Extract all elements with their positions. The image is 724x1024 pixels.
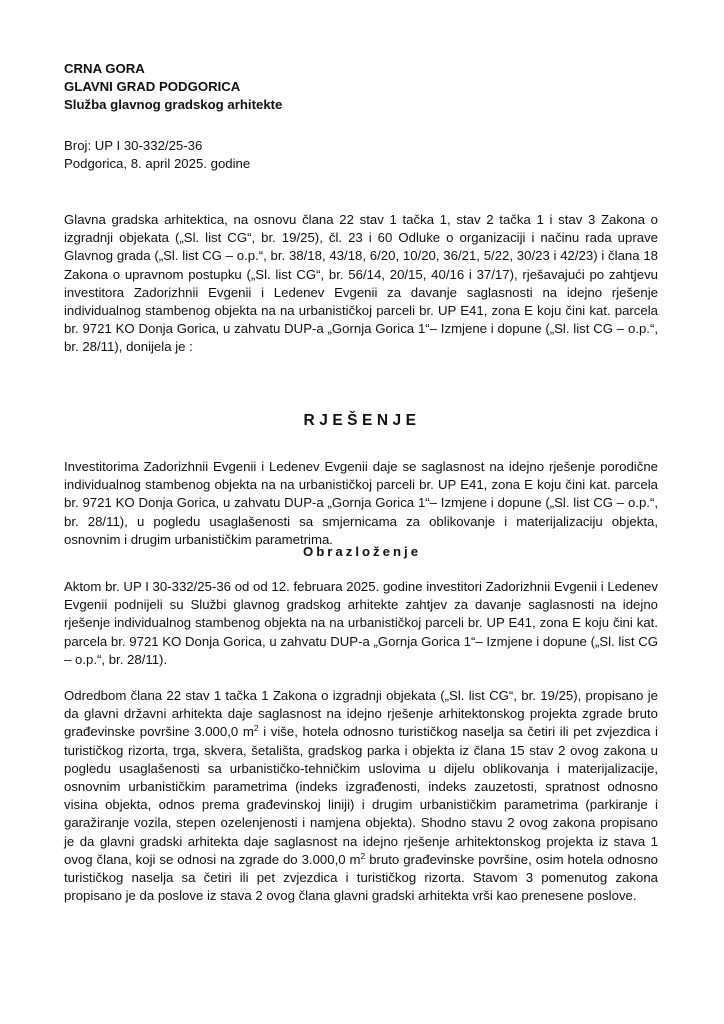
superscript-area-unit: 2 [253, 723, 259, 734]
header-office: Služba glavnog gradskog arhitekte [64, 97, 283, 112]
decision-paragraph: Investitorima Zadorizhnii Evgenii i Ledenev Evgenii daje se saglasnost na idejno rješenje porodične individualnog stambenog objekta na na urbanističkoj parceli br. UP E41, zona E koju čini kat. parcela br. 9721 KO Donja Gorica, u zahvatu DUP-a „Gornja Gorica 1“– Izmjene i dopune („Sl. list CG – o.p.“, br. 28/11), u pogledu usaglašenosti sa smjernicama za oblikovanje i materijalizaciju objekta, osnovnim i drugim urbanističkim parametrima. [64, 459, 658, 547]
reasoning-title: Obrazloženje [302, 544, 422, 559]
header-city: GLAVNI GRAD PODGORICA [64, 79, 241, 94]
header-country: CRNA GORA [64, 61, 145, 76]
superscript-area-unit: 2 [360, 850, 366, 861]
reasoning-text-c: bruto građevinske površine, osim hotela odnosno turističkog naselja sa četiri ili pet zvjezdica i turističkog rizorta. Stavom 3 pomenutog zakona propisano je da poslove iz stava 2 ovog člana glavni gradski arhitekta vrši kao prenesene poslove. [64, 851, 658, 904]
document-place-date: Podgorica, 8. april 2025. godine [64, 156, 251, 171]
reasoning-text-b: i više, hotela odnosno turističkog naselja sa četiri ili pet zvjezdica i turističkog rizorta, trga, skvera, šetališta, gradskog parka i objekta iz člana 15 stav 2 ovog zakona u pogledu usaglašenosti sa urbanističko-tehničkim uslovima u dijelu oblikovanja i materijalizacije, osnovnim urbanističkim parametrima (indeks izgrađenosti, indeks zauzetosti, spratnost odnosno visina objekta, odnos prema građevinskoj liniji) i drugim urbanističkim parametrima (parkiranje i garažiranje vozila, stepen ozelenjenosti i namjena objekta). Shodno stavu 2 ovog zakona propisano je da glavni gradski arhitekta daje saglasnost na idejno rješenje arhitektonskog projekta iz stava 1 ovog člana, koji se odnosi na zgrade do 3.000,0 m [64, 724, 658, 867]
reasoning-text-a: Odredbom člana 22 stav 1 tačka 1 Zakona o izgradnji objekata („Sl. list CG“, br. 19/25), propisano je da glavni državni arhitekta daje saglasnost na idejno rješenje arhitektonskog projekta zgrade bruto građevinske površine 3.000,0 m [64, 688, 658, 740]
document-header [64, 60, 282, 114]
document-meta [64, 137, 250, 173]
reasoning-paragraph-2 [64, 687, 658, 905]
reasoning-paragraph-1: Aktom br. UP I 30-332/25-36 od od 12. februara 2025. godine investitori Zadorizhnii Evgenii i Ledenev Evgenii podnijeli su Službi glavnog gradskog arhitekte zahtjev za davanje saglasnosti na idejno rješenje individualnog stambenog objekta na na urbanističkoj parceli br. UP E41, zona E koju čini kat. parcela br. 9721 KO Donja Gorica, u zahvatu DUP-a „Gornja Gorica 1“– Izmjene i dopune („Sl. list CG – o.p.“, br. 28/11). [64, 579, 658, 667]
intro-paragraph: Glavna gradska arhitektica, na osnovu člana 22 stav 1 tačka 1, stav 2 tačka 1 i stav 3 Zakona o izgradnji objekata („Sl. list CG“, br. 19/25), čl. 23 i 60 Odluke o organizaciji i načinu rada uprave Glavnog grada („Sl. list CG – o.p.“, br. 38/18, 43/18, 6/20, 10/20, 36/21, 5/22, 30/23 i 42/23) i člana 18 Zakona o upravnom postupku („Sl. list CG“, br. 56/14, 20/15, 40/16 i 37/17), rješavajući po zahtjevu investitora Zadorizhnii Evgenii i Ledenev Evgenii za davanje saglasnosti na idejno rješenje individualnog stambenog objekta na na urbanističkoj parceli br. UP E41, zona E koju čini kat. parcela br. 9721 KO Donja Gorica, u zahvatu DUP-a „Gornja Gorica 1“– Izmjene i dopune („Sl. list CG – o.p.“, br. 28/11), donijela je : [64, 212, 658, 355]
document-number: Broj: UP I 30-332/25-36 [64, 138, 203, 153]
decision-title: RJEŠENJE [303, 412, 421, 429]
